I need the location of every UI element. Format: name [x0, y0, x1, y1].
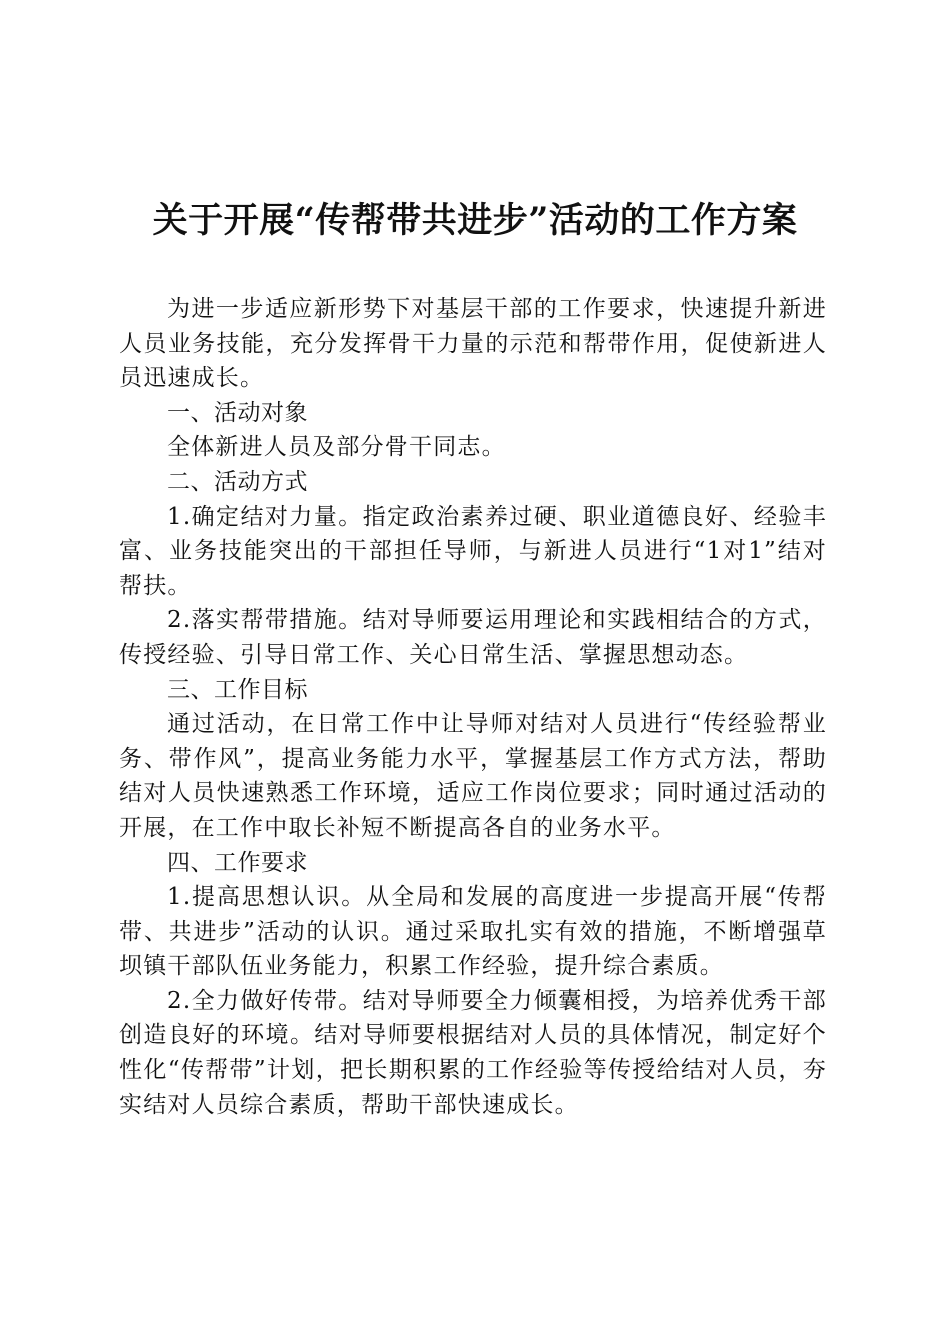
section-paragraph: 2.落实帮带措施。结对导师要运用理论和实践相结合的方式，传授经验、引导日常工作、关心日常生活、掌握思想动态。 [119, 607, 827, 668]
section-heading: 四、工作要求 [167, 849, 308, 876]
section-heading: 一、活动对象 [167, 399, 308, 426]
section-paragraph: 2.全力做好传带。结对导师要全力倾囊相授，为培养优秀干部创造良好的环境。结对导师要根据结对人员的具体情况，制定好个性化“传帮带”计划，把长期积累的工作经验等传授给结对人员，夯实结对人员综合素质，帮助干部快速成长。 [119, 987, 827, 1118]
document-body [119, 292, 827, 1122]
section-work-goal [119, 673, 827, 846]
document-title: 关于开展“传帮带共进步”活动的工作方案 [152, 200, 798, 241]
section-activity-method [119, 465, 827, 673]
section-paragraph: 1.确定结对力量。指定政治素养过硬、职业道德良好、经验丰富、业务技能突出的干部担任导师，与新进人员进行“1对1”结对帮扶。 [119, 503, 827, 599]
intro-paragraph: 为进一步适应新形势下对基层干部的工作要求，快速提升新进人员业务技能，充分发挥骨干力量的示范和帮带作用，促使新进人员迅速成长。 [119, 296, 827, 392]
section-paragraph: 1.提高思想认识。从全局和发展的高度进一步提高开展“传帮带、共进步”活动的认识。通过采取扎实有效的措施，不断增强草坝镇干部队伍业务能力，积累工作经验，提升综合素质。 [119, 884, 827, 980]
section-paragraph: 通过活动，在日常工作中让导师对结对人员进行“传经验帮业务、带作风”，提高业务能力水平，掌握基层工作方式方法，帮助结对人员快速熟悉工作环境，适应工作岗位要求；同时通过活动的开展，在工作中取长补短不断提高各自的业务水平。 [119, 711, 827, 841]
section-heading: 二、活动方式 [167, 468, 308, 495]
section-activity-target [119, 396, 827, 465]
section-paragraph: 全体新进人员及部分骨干同志。 [167, 434, 506, 461]
section-heading: 三、工作目标 [167, 676, 308, 703]
section-work-requirements [119, 846, 827, 1123]
